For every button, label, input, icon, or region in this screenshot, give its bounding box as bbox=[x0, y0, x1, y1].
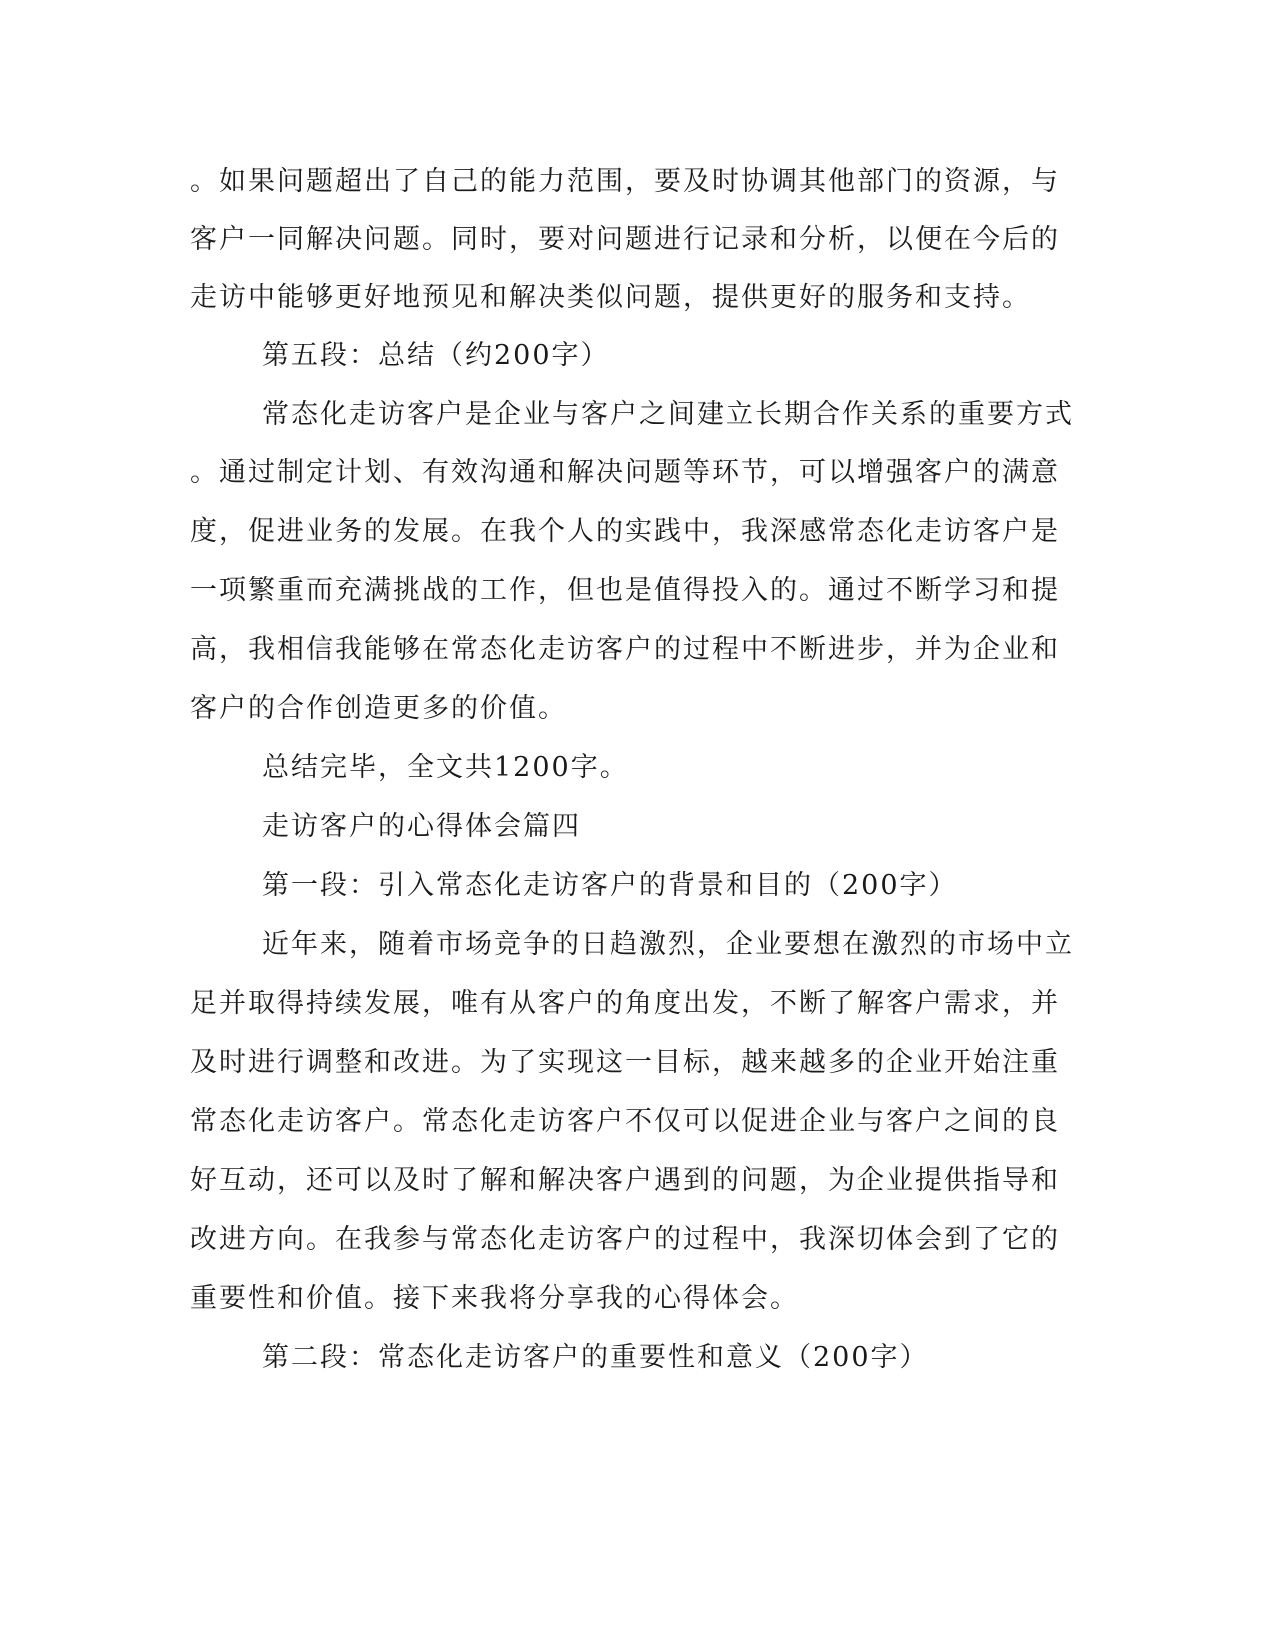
paragraph-line: 改进方向。在我参与常态化走访客户的过程中，我深切体会到了它的 bbox=[190, 1224, 1060, 1255]
paragraph-line: 好互动，还可以及时了解和解决客户遇到的问题，为企业提供指导和 bbox=[190, 1165, 1060, 1196]
section-heading: 第二段：常态化走访客户的重要性和意义（200字） bbox=[262, 1342, 929, 1373]
paragraph-line: 客户一同解决问题。同时，要对问题进行记录和分析，以便在今后的 bbox=[190, 224, 1060, 255]
section-heading: 第一段：引入常态化走访客户的背景和目的（200字） bbox=[262, 870, 958, 901]
paragraph-line: 一项繁重而充满挑战的工作，但也是值得投入的。通过不断学习和提 bbox=[190, 575, 1060, 606]
paragraph-line: 总结完毕，全文共1200字。 bbox=[262, 752, 629, 783]
paragraph-line: 。如果问题超出了自己的能力范围，要及时协调其他部门的资源，与 bbox=[190, 166, 1060, 197]
paragraph-line: 常态化走访客户是企业与客户之间建立长期合作关系的重要方式 bbox=[262, 399, 1074, 430]
paragraph-line: 高，我相信我能够在常态化走访客户的过程中不断进步，并为企业和 bbox=[190, 634, 1060, 665]
paragraph-line: 走访中能够更好地预见和解决类似问题，提供更好的服务和支持。 bbox=[190, 282, 1031, 313]
paragraph-line: 客户的合作创造更多的价值。 bbox=[190, 693, 567, 724]
paragraph-line: 重要性和价值。接下来我将分享我的心得体会。 bbox=[190, 1283, 799, 1314]
section-heading: 第五段：总结（约200字） bbox=[262, 340, 610, 371]
paragraph-line: 。通过制定计划、有效沟通和解决问题等环节，可以增强客户的满意 bbox=[190, 457, 1060, 488]
paragraph-line: 及时进行调整和改进。为了实现这一目标，越来越多的企业开始注重 bbox=[190, 1047, 1060, 1078]
paragraph-line: 足并取得持续发展，唯有从客户的角度出发，不断了解客户需求，并 bbox=[190, 988, 1060, 1019]
paragraph-line: 近年来，随着市场竞争的日趋激烈，企业要想在激烈的市场中立 bbox=[262, 929, 1074, 960]
section-title: 走访客户的心得体会篇四 bbox=[262, 811, 581, 842]
paragraph-line: 度，促进业务的发展。在我个人的实践中，我深感常态化走访客户是 bbox=[190, 516, 1060, 547]
paragraph-line: 常态化走访客户。常态化走访客户不仅可以促进企业与客户之间的良 bbox=[190, 1106, 1060, 1137]
